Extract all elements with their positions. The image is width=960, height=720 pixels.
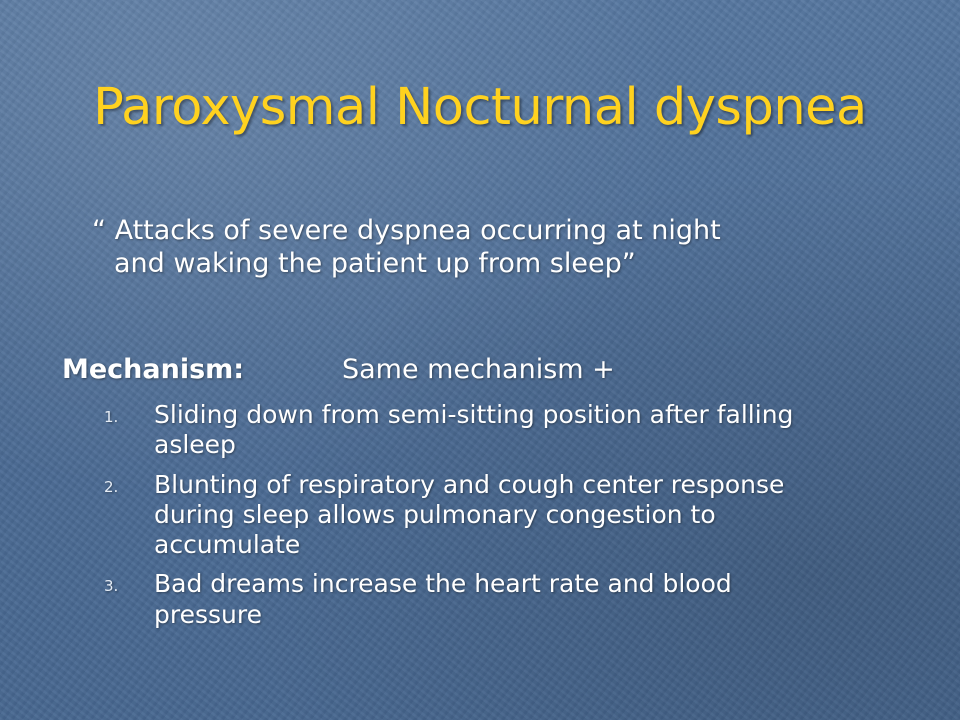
item-number: 3. bbox=[104, 577, 119, 596]
definition-line: and waking the patient up from sleep” bbox=[114, 248, 636, 280]
item-text-line: Blunting of respiratory and cough center response bbox=[154, 469, 785, 499]
item-text-line: asleep bbox=[154, 430, 236, 460]
list-item bbox=[104, 569, 904, 630]
mechanism-label: Mechanism: bbox=[62, 354, 245, 385]
item-text-line: Bad dreams increase the heart rate and blood bbox=[154, 569, 732, 599]
item-text-line: pressure bbox=[154, 599, 262, 629]
mechanism-heading bbox=[62, 354, 615, 386]
slide-title: Paroxysmal Nocturnal dyspnea bbox=[93, 78, 867, 137]
definition-line: “ Attacks of severe dyspnea occurring at night bbox=[92, 215, 721, 246]
item-text-line: accumulate bbox=[154, 530, 301, 559]
definition-quote bbox=[92, 214, 892, 281]
item-text-line: Sliding down from semi-sitting position after falling bbox=[154, 400, 794, 429]
item-text-line: during sleep allows pulmonary congestion to bbox=[154, 499, 716, 529]
mechanism-list bbox=[104, 400, 904, 639]
item-number: 1. bbox=[104, 408, 119, 426]
item-number: 2. bbox=[104, 477, 119, 496]
list-item bbox=[104, 400, 904, 461]
mechanism-value: Same mechanism + bbox=[342, 354, 615, 385]
list-item bbox=[104, 470, 904, 561]
